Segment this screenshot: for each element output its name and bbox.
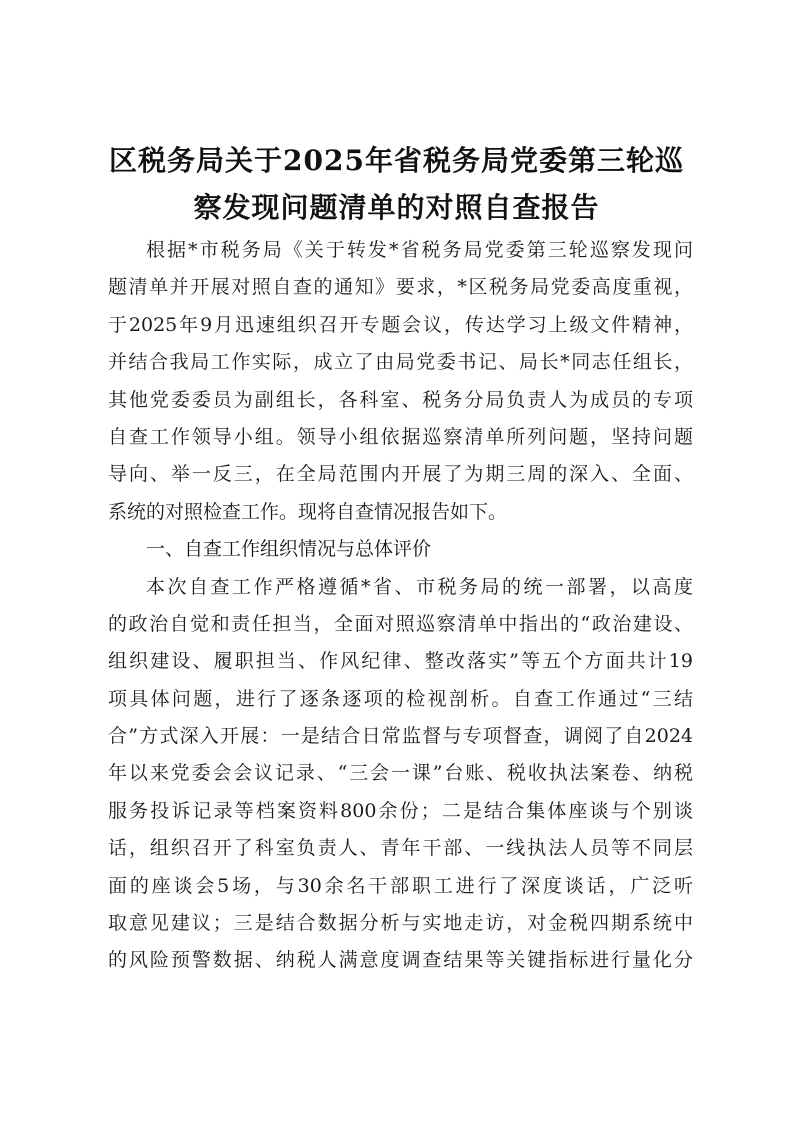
section-heading: 一、自查工作组织情况与总体评价 (146, 538, 432, 561)
text-line: 本次自查工作严格遵循*省、市税务局的统一部署，以高度 (146, 575, 693, 598)
text-line: 话，组织召开了科室负责人、青年干部、一线执法人员等不同层 (108, 837, 693, 860)
paragraph-section-1 (108, 569, 693, 980)
document-title-line-2: 察发现问题清单的对照自查报告 (193, 191, 600, 224)
text-line: 根据*市税务局《关于转发*省税务局党委第三轮巡察发现问 (146, 239, 693, 261)
text-line: 项具体问题，进行了逐条逐项的检视剖析。自查工作通过“三结 (108, 687, 693, 710)
text-line: 的风险预警数据、纳税人满意度调查结果等关键指标进行量化分 (108, 949, 693, 972)
text-line: 取意见建议；三是结合数据分析与实地走访，对金税四期系统中 (108, 912, 693, 935)
text-line: 组织建设、履职担当、作风纪律、整改落实”等五个方面共计19 (108, 650, 693, 673)
document-title-line-1: 区税务局关于2025年省税务局党委第三轮巡 (109, 144, 684, 177)
text-line: 服务投诉记录等档案资料800余份；二是结合集体座谈与个别谈 (108, 799, 693, 822)
document-body (108, 232, 693, 980)
text-line: 并结合我局工作实际，成立了由局党委书记、局长*同志任组长， (108, 351, 693, 374)
text-line: 年以来党委会会议记录、“三会一课”台账、税收执法案卷、纳税 (108, 762, 693, 785)
text-line: 面的座谈会5场，与30余名干部职工进行了深度谈话，广泛听 (108, 874, 693, 897)
text-line: 导向、举一反三，在全局范围内开展了为期三周的深入、全面、 (108, 463, 693, 486)
text-line: 系统的对照检查工作。现将自查情况报告如下。 (108, 500, 508, 523)
text-line: 于2025年9月迅速组织召开专题会议，传达学习上级文件精神， (108, 313, 693, 336)
text-line: 题清单并开展对照自查的通知》要求，*区税务局党委高度重视， (108, 276, 693, 299)
text-line: 其他党委委员为副组长，各科室、税务分局负责人为成员的专项 (108, 388, 693, 411)
text-line: 的政治自觉和责任担当，全面对照巡察清单中指出的“政治建设、 (108, 612, 693, 635)
text-line: 自查工作领导小组。领导小组依据巡察清单所列问题，坚持问题 (108, 425, 693, 448)
paragraph-intro (108, 232, 693, 531)
text-line: 合”方式深入开展：一是结合日常监督与专项督查，调阅了自2024 (108, 725, 693, 748)
